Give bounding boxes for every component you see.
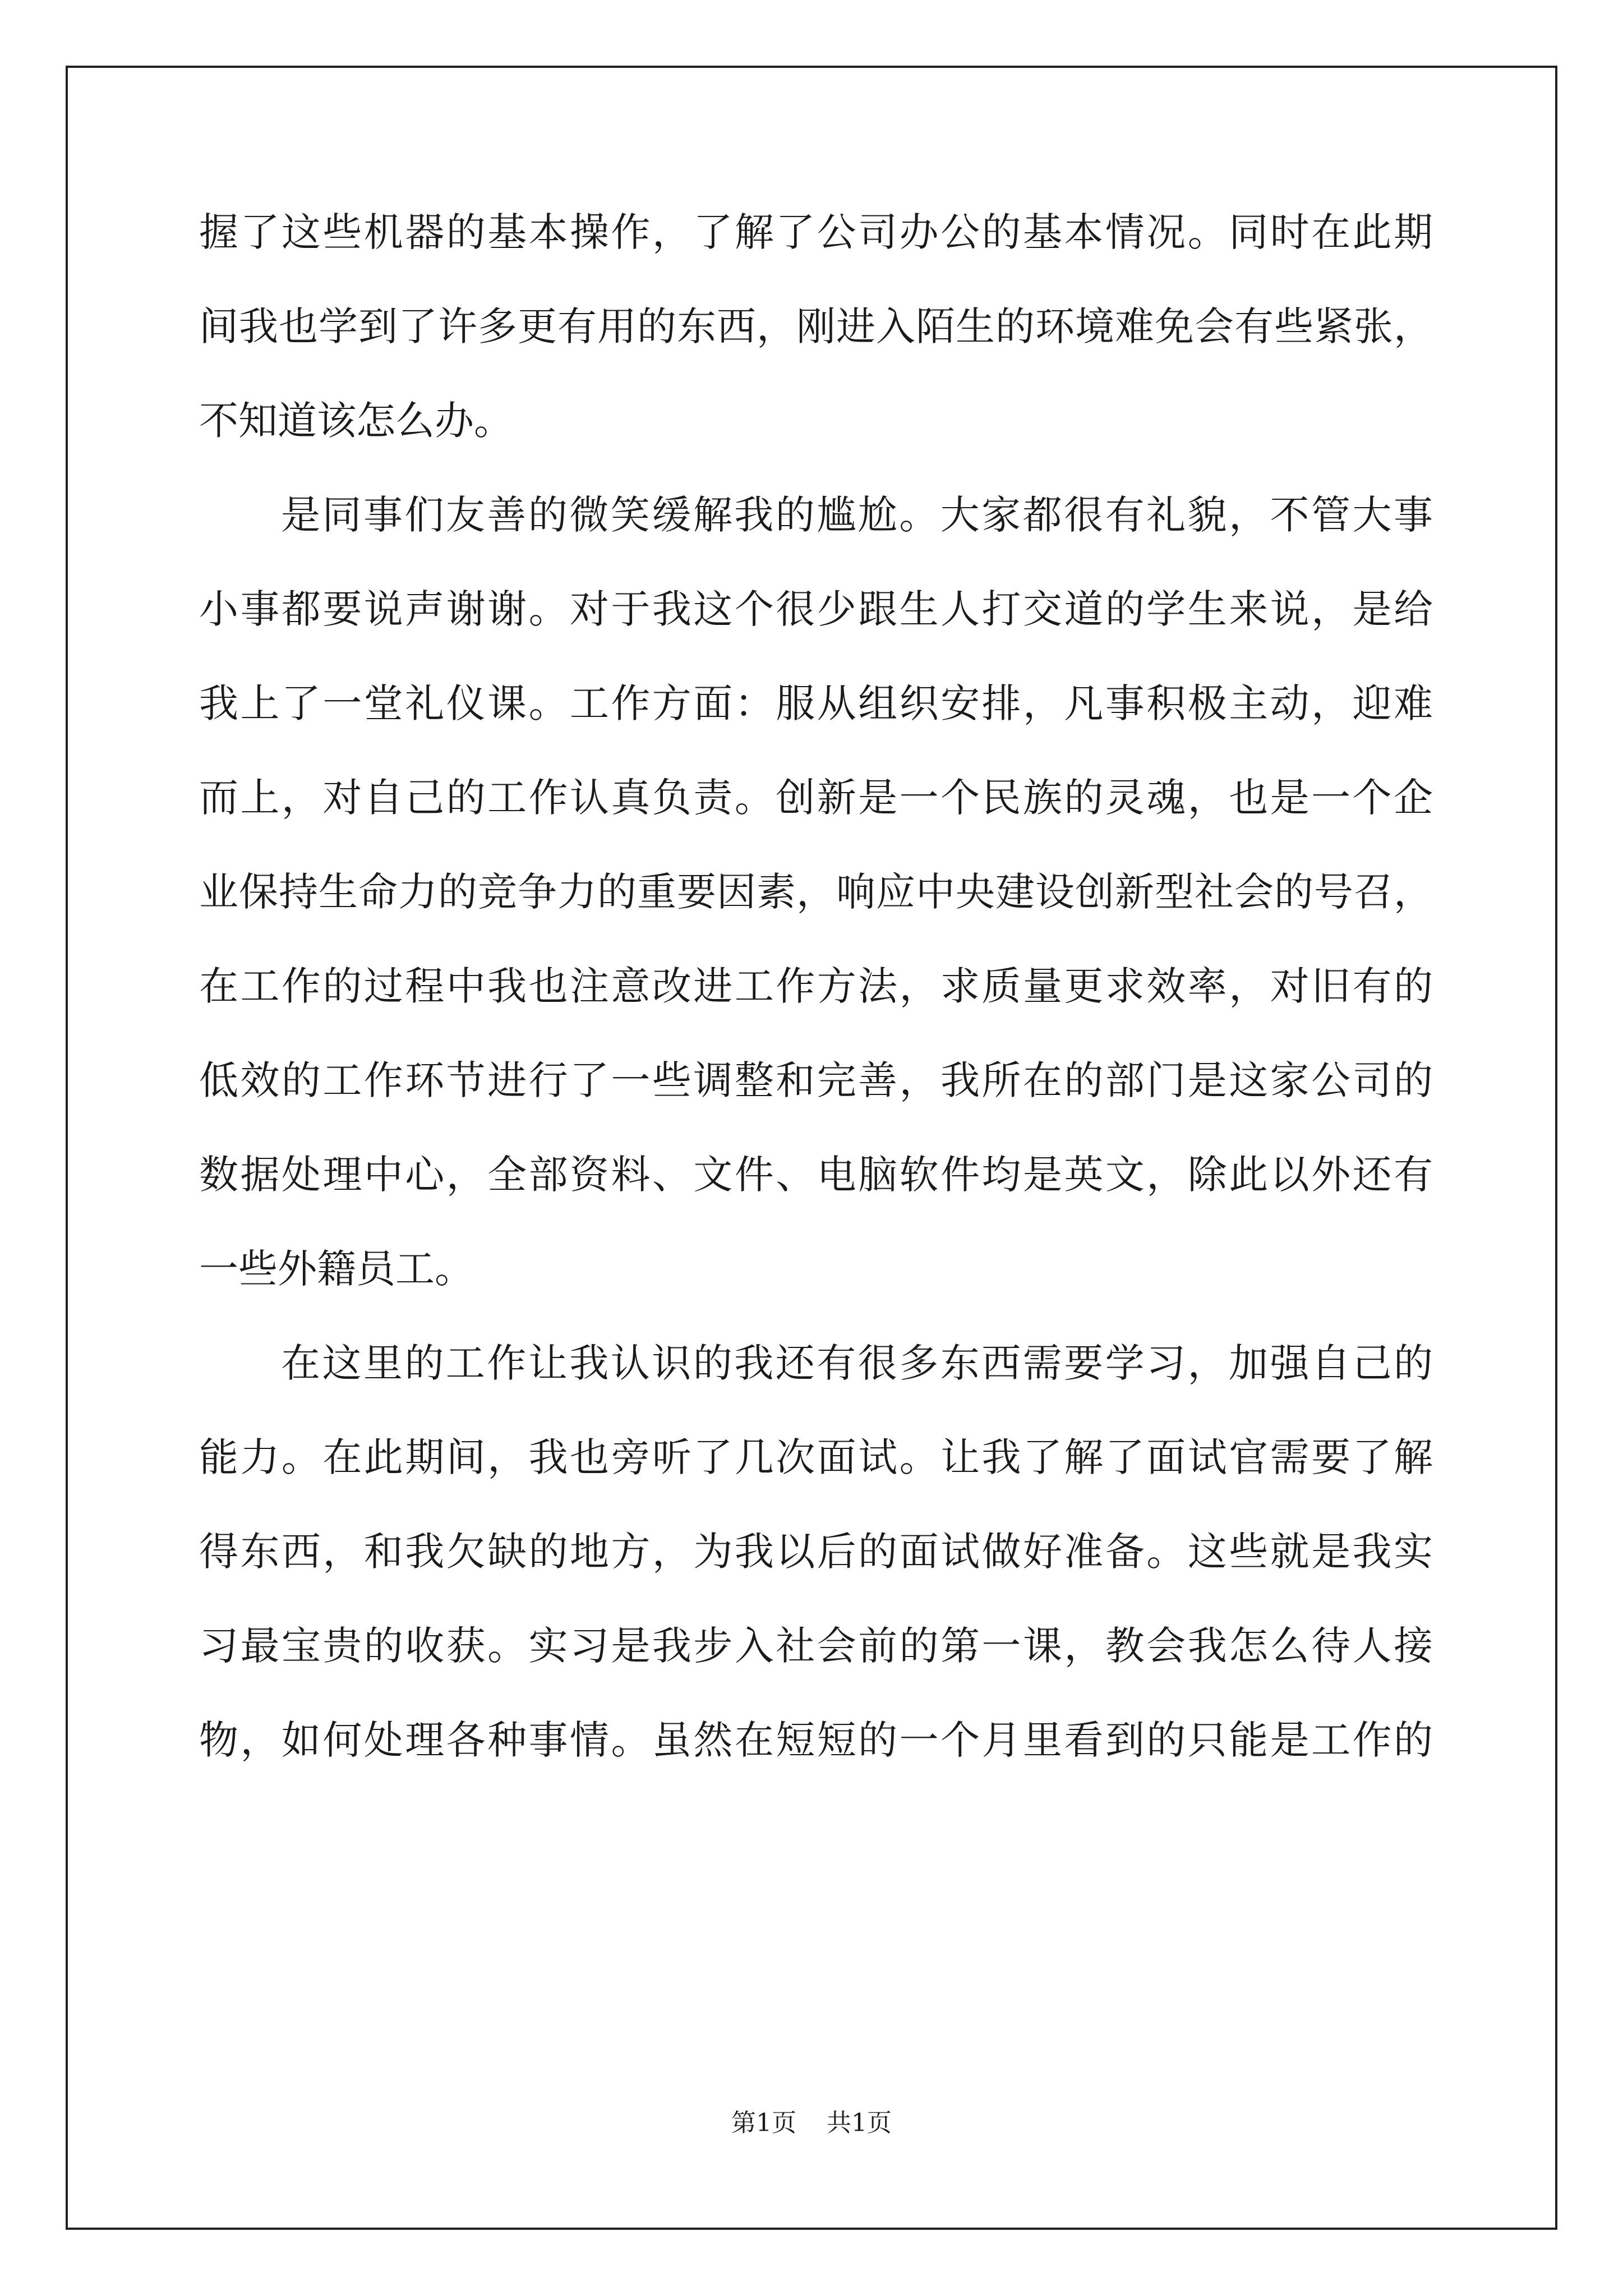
text-line: 能力。在此期间，我也旁听了几次面试。让我了解了面试官需要了解 xyxy=(199,1434,1433,1480)
text-line: 一些外籍员工。 xyxy=(199,1246,474,1292)
page-number-current: 第1页 xyxy=(731,2109,796,2137)
text-line: 习最宝贵的收获。实习是我步入社会前的第一课，教会我怎么待人接 xyxy=(199,1623,1433,1669)
text-line: 数据处理中心，全部资料、文件、电脑软件均是英文，除此以外还有 xyxy=(199,1152,1433,1198)
page-number-total: 共1页 xyxy=(827,2109,892,2137)
text-line: 是同事们友善的微笑缓解我的尴尬。大家都很有礼貌，不管大事 xyxy=(281,492,1433,538)
text-line: 得东西，和我欠缺的地方，为我以后的面试做好准备。这些就是我实 xyxy=(199,1529,1433,1575)
text-line: 间我也学到了许多更有用的东西，刚进入陌生的环境难免会有些紧张， xyxy=(199,303,1433,349)
text-line: 我上了一堂礼仪课。工作方面：服从组织安排，凡事积极主动，迎难 xyxy=(199,680,1433,726)
text-line: 业保持生命力的竞争力的重要因素，响应中央建设创新型社会的号召， xyxy=(199,869,1433,915)
text-line: 而上，对自己的工作认真负责。创新是一个民族的灵魂，也是一个企 xyxy=(199,775,1433,821)
text-line: 物，如何处理各种事情。虽然在短短的一个月里看到的只能是工作的 xyxy=(199,1717,1433,1763)
text-line: 小事都要说声谢谢。对于我这个很少跟生人打交道的学生来说，是给 xyxy=(199,586,1433,632)
document-body xyxy=(199,185,1433,1787)
text-line: 在工作的过程中我也注意改进工作方法，求质量更求效率，对旧有的 xyxy=(199,963,1433,1009)
text-line: 握了这些机器的基本操作，了解了公司办公的基本情况。同时在此期 xyxy=(199,209,1433,255)
text-line: 低效的工作环节进行了一些调整和完善，我所在的部门是这家公司的 xyxy=(199,1057,1433,1103)
page-footer xyxy=(0,2106,1623,2140)
text-line: 在这里的工作让我认识的我还有很多东西需要学习，加强自己的 xyxy=(281,1340,1433,1386)
text-line: 不知道该怎么办。 xyxy=(199,398,513,444)
